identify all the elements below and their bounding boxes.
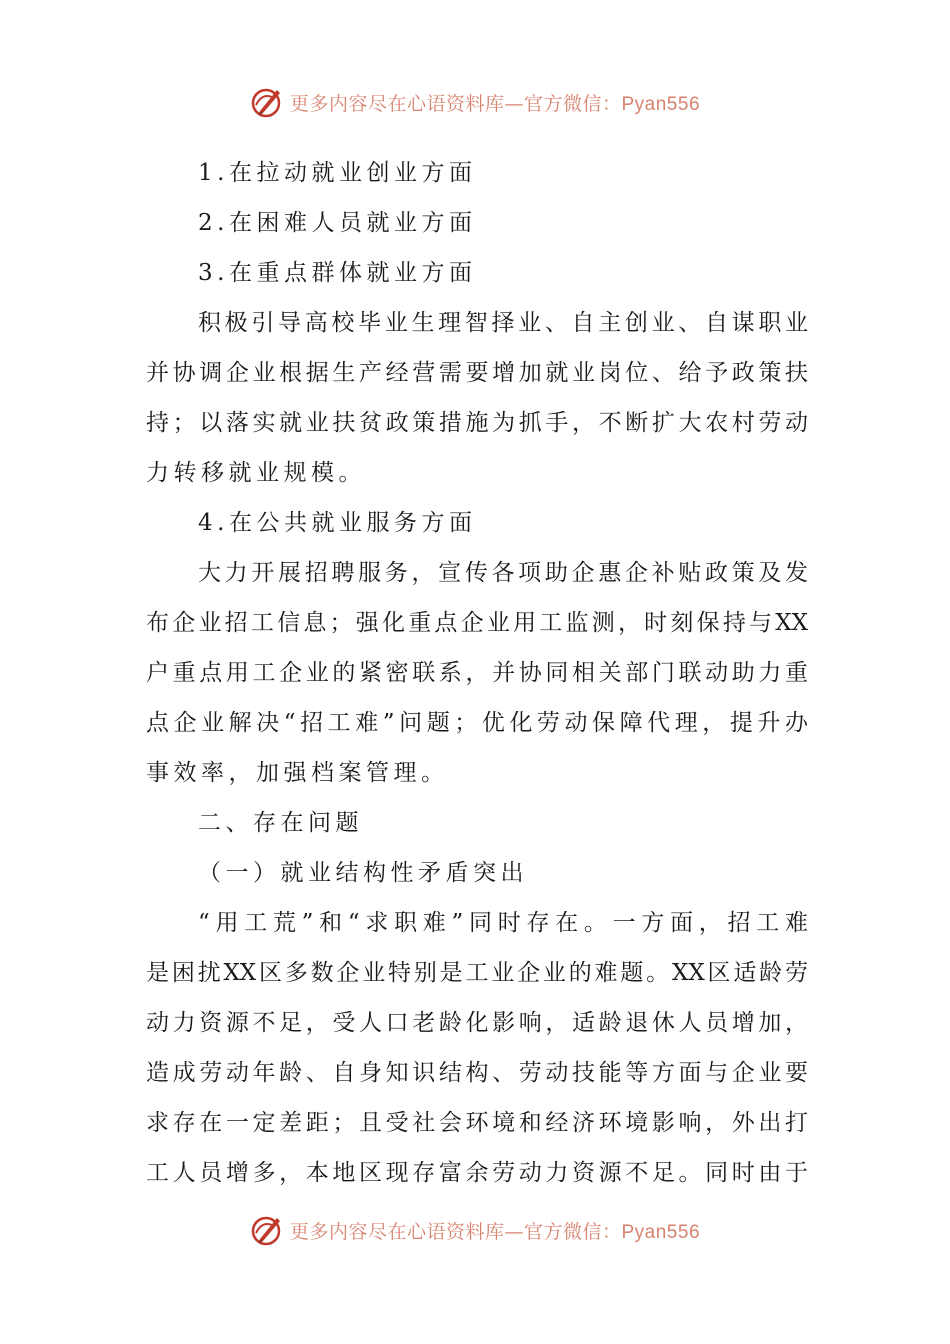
watermark-wechat-id: Pyan556 [621, 1221, 701, 1243]
text-line: 大力开展招聘服务，宣传各项助企惠企补贴政策及发 [198, 560, 808, 586]
text-line: “用工荒”和“求职难”同时存在。一方面，招工难 [198, 910, 808, 936]
document-body [146, 148, 808, 1198]
pen-logo-icon [250, 85, 284, 119]
text-line: 造成劳动年龄、自身知识结构、劳动技能等方面与企业要 [146, 1060, 808, 1086]
watermark-label: 更多内容尽在心语资料库—官方微信： [289, 1220, 622, 1243]
text-line: 并协调企业根据生产经营需要增加就业岗位、给予政策扶 [146, 360, 808, 386]
text-line: 动力资源不足，受人口老龄化影响，适龄退休人员增加， [146, 1010, 808, 1036]
pen-logo-icon [250, 1213, 284, 1247]
text-line: 户重点用工企业的紧密联系，并协同相关部门联动助力重 [146, 660, 808, 686]
text-line: 是困扰XX区多数企业特别是工业企业的难题。XX区适龄劳 [146, 960, 808, 986]
watermark-text [290, 1217, 700, 1244]
text-line: 3.在重点群体就业方面 [198, 260, 477, 286]
text-line: 工人员增多，本地区现存富余劳动力资源不足。同时由于 [146, 1160, 808, 1186]
header-watermark [0, 84, 950, 120]
text-line: 布企业招工信息；强化重点企业用工监测，时刻保持与XX [146, 610, 808, 636]
text-line: 点企业解决“招工难”问题；优化劳动保障代理，提升办 [146, 710, 808, 736]
text-line: 积极引导高校毕业生理智择业、自主创业、自谋职业 [198, 310, 808, 336]
watermark-wechat-id: Pyan556 [621, 93, 701, 115]
text-line: 1.在拉动就业创业方面 [198, 160, 477, 186]
text-line: 4.在公共就业服务方面 [198, 510, 477, 536]
watermark-label: 更多内容尽在心语资料库—官方微信： [289, 92, 622, 115]
text-line: 事效率，加强档案管理。 [146, 760, 449, 786]
text-line: （一）就业结构性矛盾突出 [198, 860, 528, 886]
watermark-text [290, 89, 700, 116]
text-line: 持；以落实就业扶贫政策措施为抓手，不断扩大农村劳动 [146, 410, 808, 436]
text-line: 2.在困难人员就业方面 [198, 210, 477, 236]
text-line: 二、存在问题 [198, 810, 363, 836]
text-line: 力转移就业规模。 [146, 460, 366, 486]
text-line: 求存在一定差距；且受社会环境和经济环境影响，外出打 [146, 1110, 808, 1136]
footer-watermark [0, 1212, 950, 1248]
